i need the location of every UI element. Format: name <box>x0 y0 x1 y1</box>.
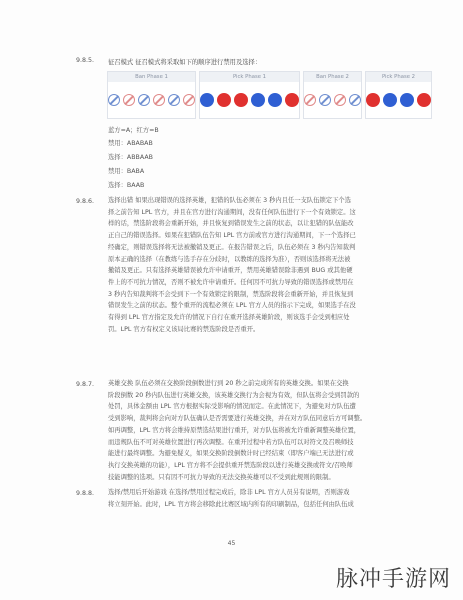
blue-pick-icon <box>251 93 265 107</box>
paragraph-line: 将立刻开始。此时，LPL 官方将会移除此比赛区域内所有的印刷制品，包括任何由队伍成 <box>108 500 354 508</box>
red-ban-icon <box>153 94 165 106</box>
section-number-9-8-5: 9.8.5. <box>76 57 95 64</box>
paragraph-line: 正自己的错误选择。如果在犯错队伍告知 LPL 官方前或官方进行沟通期间，下一个选择已 <box>108 232 356 240</box>
draft-phase <box>199 71 300 119</box>
draft-phase-tokens <box>304 82 361 118</box>
section-body-champion-swap <box>108 378 400 483</box>
paragraph-line: 技能调整的选项。只有因不可抗力导致的无法交换英雄可以不受到此规则的限制。 <box>108 473 335 481</box>
red-pick-icon <box>417 93 431 107</box>
red-pick-icon <box>366 93 380 107</box>
section-body-game-start <box>108 487 400 510</box>
draft-phase <box>107 71 196 119</box>
paragraph-line: 撤销及更正。只有选择英雄错误被允许申请重开，禁用英雄错误除非遇到 BUG 或其他硬 <box>108 267 353 275</box>
draft-phase <box>365 71 432 119</box>
blue-pick-icon <box>268 93 282 107</box>
paragraph-line: 错误发生之前的状态。整个重开的流程必须在 LPL 官方人员的指示下完成，如果选手在没 <box>108 302 356 310</box>
blue-pick-icon <box>200 93 214 107</box>
draft-phase-label: Pick Phase 1 <box>200 72 299 82</box>
red-ban-icon <box>334 94 346 106</box>
draft-phase <box>303 71 362 119</box>
section-title-draft-mode: 征召模式 征召模式将采取如下的顺序进行禁用及选择： <box>108 59 262 66</box>
blue-ban-icon <box>168 94 180 106</box>
red-pick-icon <box>234 93 248 107</box>
watermark-logo: 脉冲手游网 <box>335 567 451 592</box>
draft-phase-label: Ban Phase 2 <box>304 72 361 82</box>
paragraph-line: 罚。LPL 官方有权定义该局比赛的禁选阶段是否重开。 <box>108 325 260 333</box>
blue-ban-icon <box>319 94 331 106</box>
page-number: 45 <box>227 540 236 547</box>
paragraph-line: 件上的不可抗力情况，否则不被允许申请重开。任何因不可抗力导致的错误选择或禁用在 <box>108 278 354 286</box>
draft-phase-label: Pick Phase 2 <box>366 72 431 82</box>
draft-phase-tokens <box>366 82 431 118</box>
draft-phase-label: Ban Phase 1 <box>108 72 195 82</box>
paragraph-line: 择之前告知 LPL 官方，并且在官方进行沟通期间，没有任何队伍进行下一个有效锁定。这 <box>108 208 356 216</box>
red-ban-icon <box>304 94 316 106</box>
paragraph-line: 经确定，则错误选择将无法被撤销及更正。在报告错误之后，队伍必须在 3 秒内告知裁判 <box>108 243 356 251</box>
blue-ban-icon <box>108 94 120 106</box>
draft-order-line: 禁用：ABABAB <box>108 140 153 147</box>
paragraph-line: 受到影响，裁判将会向对方队伍确认是否需要进行英雄交换，并在对方队伍同意后方可调整。 <box>108 415 367 423</box>
paragraph-line: 有得到 LPL 官方指定及允许的情况下自行在重开选择英雄阶段，则该选手会受到相应处 <box>108 314 350 322</box>
blue-pick-icon <box>383 93 397 107</box>
section-number-9-8-8: 9.8.8. <box>76 490 95 497</box>
paragraph-line: 能进行最终调整。为避免疑义，如果交换阶段倒数计时已经结束（即客户端已无法进行或 <box>108 450 354 458</box>
paragraph-line: 样的话，禁选阶段将会重新开始，并且恢复到错误发生之前的状态，以让犯错的队伍能改 <box>108 220 354 228</box>
blue-pick-icon <box>400 93 414 107</box>
paragraph-line: 而违规队伍不可对英雄位置进行再次调整。在重开过程中若方队伍可以对符文及召唤师技 <box>108 438 354 446</box>
paragraph-line: 英雄交换 队伍必须在交换阶段倒数进行到 20 秒之前完成所有的英雄交换。如果在交换 <box>108 380 349 387</box>
red-pick-icon <box>217 93 231 107</box>
draft-order-line: 蓝方=A；红方=B <box>108 127 159 134</box>
section-body-pick-error <box>108 195 400 335</box>
draft-order-line: 选择：BAAB <box>108 182 145 189</box>
draft-phase-tokens <box>200 82 299 118</box>
paragraph-line: 处罚，具体金额由 LPL 官方根据实际受影响的情况而定。在此情况下，为避免对方队伍遭 <box>108 403 356 411</box>
blue-ban-icon <box>349 94 361 106</box>
draft-order-line: 选择：ABBAAB <box>108 154 153 161</box>
section-number-9-8-6: 9.8.6. <box>76 198 95 205</box>
draft-order-figure <box>107 71 416 119</box>
blue-ban-icon <box>138 94 150 106</box>
red-pick-icon <box>285 93 299 107</box>
section-number-9-8-7: 9.8.7. <box>76 381 95 388</box>
paragraph-line: 原本正确的选择（在教练与选手存在分歧时，以教练的选择为准），否则该选择将无法被 <box>108 255 351 263</box>
paragraph-line: 选择出错 如果出现错误的选择英雄，犯错的队伍必须在 3 秒内且任一支队伍锁定下个选 <box>108 197 351 204</box>
draft-order-line: 禁用：BABA <box>108 168 145 175</box>
paragraph-line: 选择/禁用后开始游戏 在选择/禁用过程完成后，除非 LPL 官方人员另有说明，否则游戏 <box>108 489 350 496</box>
red-ban-icon <box>183 94 195 106</box>
red-ban-icon <box>123 94 135 106</box>
draft-phase-tokens <box>108 82 195 118</box>
paragraph-line: 如再调整，LPL 官方将会维持原禁选结果进行重开，对方队伍将被允许重新调整英雄位置， <box>108 426 361 434</box>
paragraph-line: 3 秒内告知裁判将不会受到下一个有效锁定的限制，禁选阶段将会重新开始，并且恢复到 <box>108 290 354 298</box>
paragraph-line: 执行交换英雄的功能），LPL 官方将不会提供重开禁选阶段以进行英雄交换或符文/召唤师 <box>108 461 353 469</box>
paragraph-line: 阶段倒数 20 秒内队伍进行英雄交换，该英雄交换行为会视为有效，但队伍将会受到罚款的 <box>108 391 360 399</box>
